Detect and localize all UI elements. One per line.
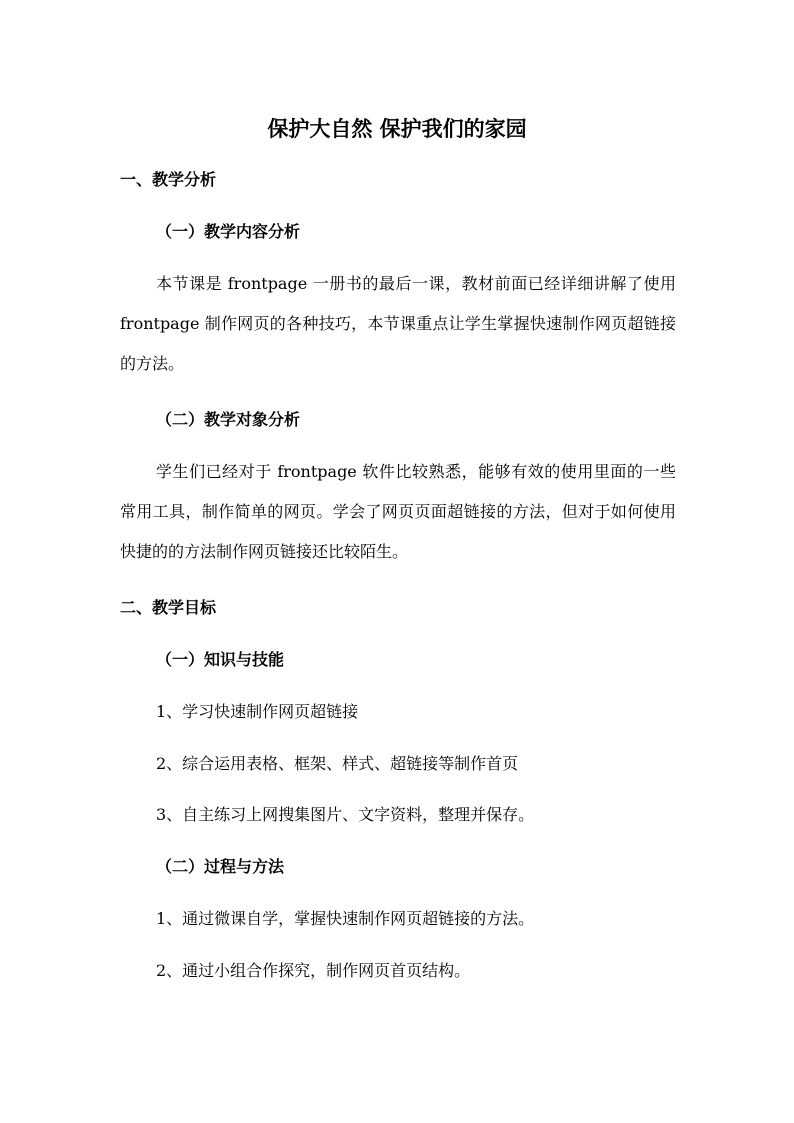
- section-heading-teaching-goals: 二、教学目标: [120, 598, 217, 617]
- list-item: 1、学习快速制作网页超链接: [156, 702, 359, 721]
- list-item: 3、自主练习上网搜集图片、文字资料，整理并保存。: [156, 805, 535, 824]
- paragraph-content-analysis: 本节课是 frontpage 一册书的最后一课，教材前面已经详细讲解了使用 frontpage 制作网页的各种技巧，本节课重点让学生掌握快速制作网页超链接的方法。: [120, 274, 676, 373]
- subsection-heading-content-analysis: （一）教学内容分析: [156, 222, 301, 241]
- list-item: 2、通过小组合作探究，制作网页首页结构。: [156, 961, 471, 980]
- subsection-heading-audience-analysis: （二）教学对象分析: [156, 410, 301, 429]
- list-item: 1、通过微课自学，掌握快速制作网页超链接的方法。: [156, 909, 535, 928]
- paragraph-audience-analysis: 学生们已经对于 frontpage 软件比较熟悉，能够有效的使用里面的一些常用工具，制作简单的网页。学会了网页页面超链接的方法，但对于如何使用快捷的的方法制作网页链接还比较陌生。: [120, 462, 676, 561]
- list-item: 2、综合运用表格、框架、样式、超链接等制作首页: [156, 754, 519, 773]
- document-title: 保护大自然 保护我们的家园: [267, 116, 527, 141]
- section-heading-teaching-analysis: 一、教学分析: [120, 170, 217, 189]
- subsection-heading-process-methods: （二）过程与方法: [156, 857, 285, 876]
- subsection-heading-knowledge-skills: （一）知识与技能: [156, 650, 285, 669]
